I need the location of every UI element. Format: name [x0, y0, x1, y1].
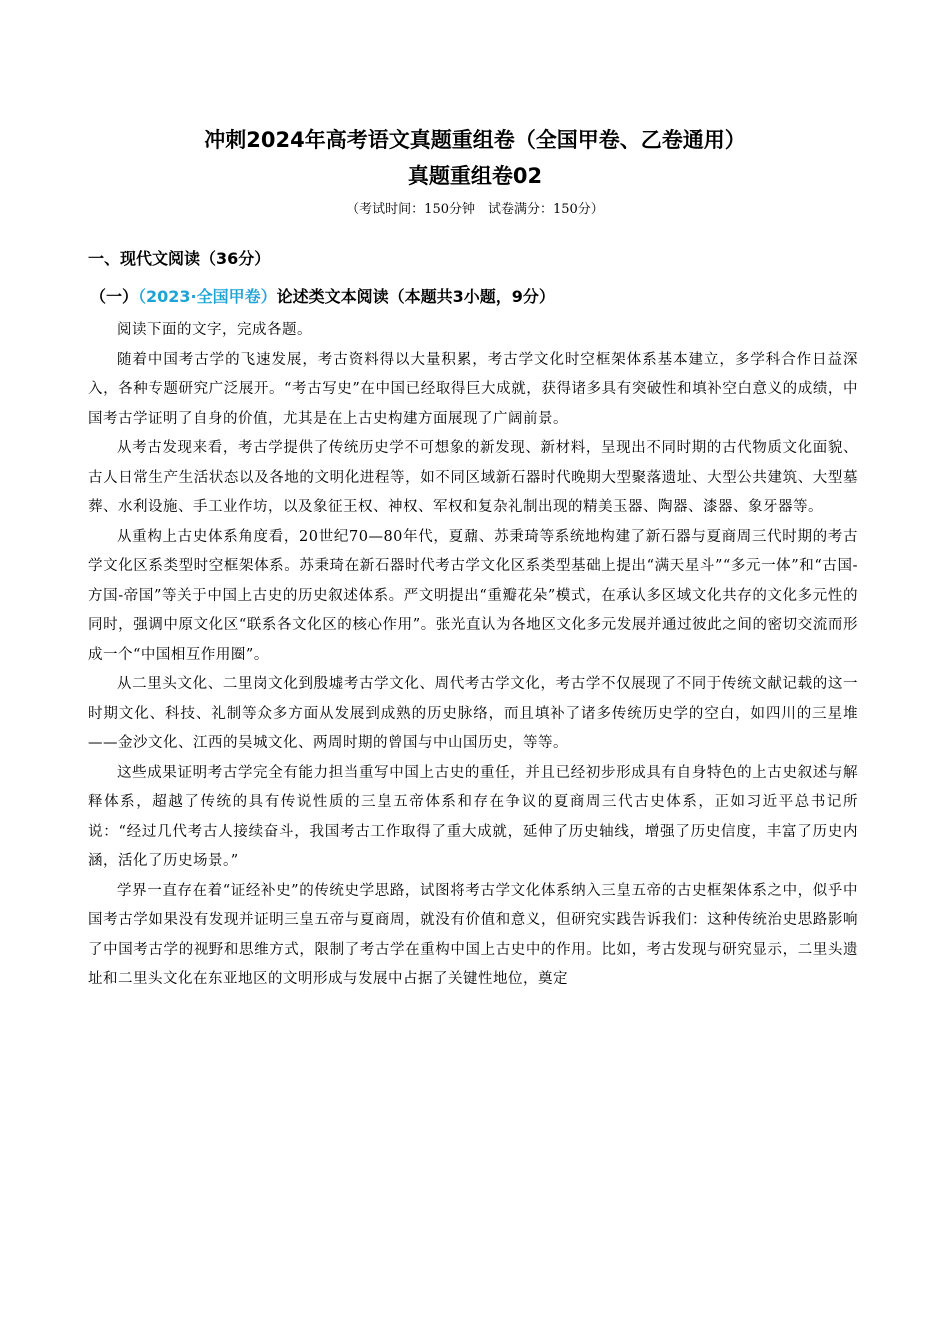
- paragraph: 从考古发现来看，考古学提供了传统历史学不可想象的新发现、新材料，呈现出不同时期的古代物质文化面貌、古人日常生产生活状态以及各地的文明化进程等，如不同区域新石器时代晚期大型聚落遗址、大型公共建筑、大型墓葬、水利设施、手工业作坊，以及象征王权、神权、军权和复杂礼制出现的精美玉器、陶器、漆器、象牙器等。: [88, 440, 858, 515]
- document-title: 冲刺2024年高考语文真题重组卷（全国甲卷、乙卷通用）: [204, 128, 746, 152]
- subsection-source: （2023·全国甲卷）: [138, 287, 277, 306]
- document-subtitle: 真题重组卷02: [407, 164, 543, 188]
- exam-info: （考试时间：150分钟 试卷满分：150分）: [346, 202, 604, 217]
- paragraph: 随着中国考古学的飞速发展，考古资料得以大量积累，考古学文化时空框架体系基本建立，多学科合作日益深入，各种专题研究广泛展开。“考古写史”在中国已经取得巨大成就，获得诸多具有突破性和填补空白意义的成绩，中国考古学证明了自身的价值，尤其是在上古史构建方面展现了广阔前景。: [88, 351, 858, 427]
- paragraph: 学界一直存在着“证经补史”的传统史学思路，试图将考古学文化体系纳入三皇五帝的古史框架体系之中，似乎中国考古学如果没有发现并证明三皇五帝与夏商周，就没有价值和意义，但研究实践告诉我们：这种传统治史思路影响了中国考古学的视野和思维方式，限制了考古学在重构中国上古史中的作用。比如，考古发现与研究显示，二里头遗址和二里头文化在东亚地区的文明形成与发展中占据了关键性地位，奠定: [88, 882, 858, 987]
- paragraph-instruction: 阅读下面的文字，完成各题。: [117, 322, 312, 338]
- passage-body: [88, 316, 858, 995]
- paragraph: 这些成果证明考古学完全有能力担当重写中国上古史的重任，并且已经初步形成具有自身特色的上古史叙述与解释体系，超越了传统的具有传说性质的三皇五帝体系和存在争议的夏商周三代古史体系，正如习近平总书记所说：“经过几代考古人接续奋斗，我国考古工作取得了重大成就，延伸了历史轴线，增强了历史信度，丰富了历史内涵，活化了历史场景。”: [88, 764, 858, 869]
- subsection-prefix: （一）: [90, 287, 139, 306]
- paragraph: 从重构上古史体系角度看，20世纪70—80年代，夏鼐、苏秉琦等系统地构建了新石器与夏商周三代时期的考古学文化区系类型时空框架体系。苏秉琦在新石器时代考古学文化区系类型基础上提出“满天星斗”“多元一体”和“古国-方国-帝国”等关于中国上古史的历史叙述体系。严文明提出“重瓣花朵”模式，在承认多区域文化共存的文化多元性的同时，强调中原文化区“联系各文化区的核心作用”。张光直认为各地区文化多元发展并通过彼此之间的密切交流而形成一个“中国相互作用圈”。: [88, 528, 858, 663]
- subsection-title: 论述类文本阅读（本题共3小题，9分）: [276, 287, 555, 306]
- subsection-heading: [90, 284, 555, 307]
- paragraph: 从二里头文化、二里岗文化到殷墟考古学文化、周代考古学文化，考古学不仅展现了不同于传统文献记载的这一时期文化、科技、礼制等众多方面从发展到成熟的历史脉络，而且填补了诸多传统历史学的空白，如四川的三星堆——金沙文化、江西的吴城文化、两周时期的曾国与中山国历史，等等。: [88, 676, 858, 751]
- section-heading: 一、现代文阅读（36分）: [88, 249, 271, 268]
